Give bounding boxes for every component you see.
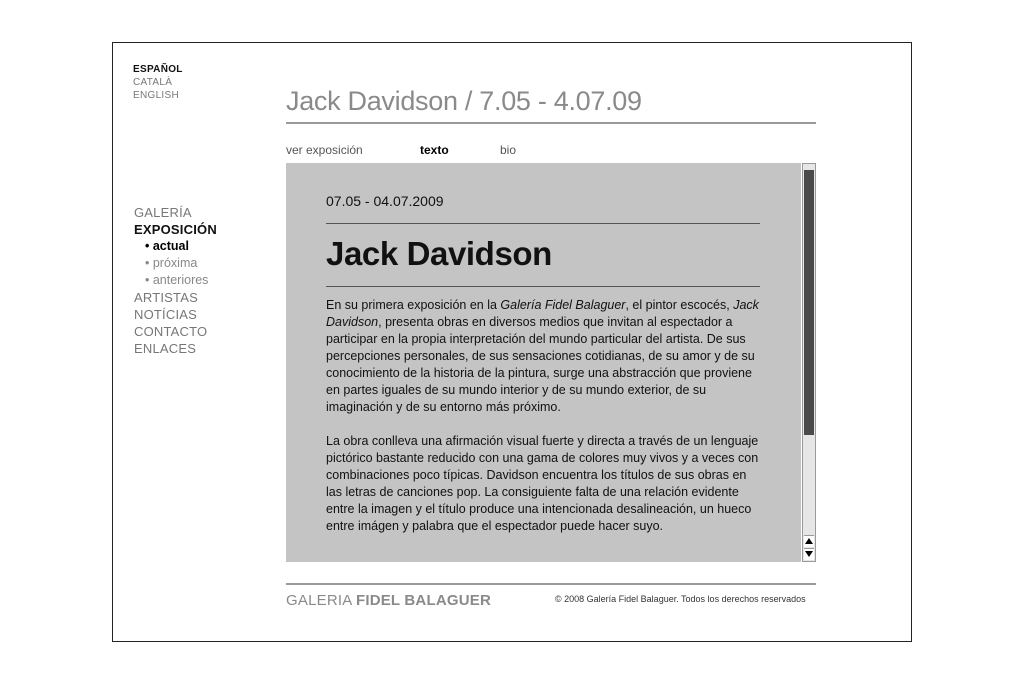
nav-galeria[interactable]: GALERÍA: [134, 205, 192, 220]
p1-gallery-name: Galería Fidel Balaguer: [500, 298, 626, 312]
language-selector: [133, 63, 183, 102]
footer-divider: [286, 583, 816, 585]
nav-noticias[interactable]: NOTÍCIAS: [134, 307, 197, 322]
nav-enlaces[interactable]: ENLACES: [134, 341, 197, 356]
tab-texto[interactable]: texto: [420, 143, 449, 157]
copyright-text: © 2008 Galería Fidel Balaguer. Todos los derechos reservados: [555, 594, 806, 604]
p1-text-1: En su primera exposición en la: [326, 298, 501, 312]
exhibition-date: 07.05 - 04.07.2009: [326, 193, 444, 209]
tab-bio[interactable]: bio: [500, 143, 517, 157]
lang-catala[interactable]: CATALÀ: [133, 77, 173, 88]
arrow-up-icon: [805, 538, 813, 544]
main-nav: [134, 204, 217, 357]
scroll-up-button[interactable]: [804, 535, 814, 547]
lang-espanol[interactable]: ESPAÑOL: [133, 64, 183, 75]
brand-bold: FIDEL BALAGUER: [355, 592, 491, 609]
scrollbar-thumb[interactable]: [804, 170, 814, 435]
p1-text-3: , presenta obras en diversos medios que invitan al espectador a participar en la propia interpretación del mundo particular del artista. De sus percepciones personales, de sus sensaciones cotidianas, de su amor y de su conocimiento de la historia de la pintura, surge una abstracción que proviene en partes iguales de su mundo interior y de su mundo exterior, de su imaginación y de su entorno más próximo.: [326, 315, 755, 414]
nav-artistas[interactable]: ARTISTAS: [134, 290, 198, 305]
paragraph-1: [326, 297, 760, 416]
scroll-down-button[interactable]: [804, 548, 814, 560]
artist-heading: Jack Davidson: [326, 235, 552, 272]
arrow-down-icon: [805, 551, 813, 557]
nav-sub-actual[interactable]: • actual: [145, 239, 189, 253]
nav-contacto[interactable]: CONTACTO: [134, 324, 208, 339]
divider-bottom: [326, 286, 760, 287]
nav-sub-anteriores[interactable]: • anteriores: [145, 273, 209, 287]
nav-sub-proxima[interactable]: • próxima: [145, 256, 198, 270]
text-panel: [286, 163, 801, 562]
lang-english[interactable]: ENGLISH: [133, 90, 180, 101]
tab-ver-exposicion[interactable]: ver exposición: [286, 143, 363, 157]
paragraph-2: La obra conlleva una afirmación visual fuerte y directa a través de un lenguaje pictórico bastante reducido con una gama de colores muy vivos y a veces con combinaciones poco típicas. Davidson encuentra los títulos de sus obras en las letras de canciones pop. La consiguiente falta de una relación evidente entre la imagen y el título produce una intencionada desalineación, un hueco entre imágen y palabra que el espectador puede hacer suyo.: [326, 434, 759, 533]
p1-artist-name: Jack Davidson: [326, 298, 759, 329]
page-title: Jack Davidson / 7.05 - 4.07.09: [286, 86, 816, 124]
brand-light: GALERIA: [286, 592, 356, 609]
nav-exposicion[interactable]: EXPOSICIÓN: [134, 222, 217, 237]
divider-top: [326, 223, 760, 224]
scrollbar[interactable]: [802, 163, 816, 562]
p1-text-2: , el pintor escocés,: [625, 298, 734, 312]
footer-brand[interactable]: [286, 592, 491, 609]
text-panel-content: [326, 163, 760, 535]
